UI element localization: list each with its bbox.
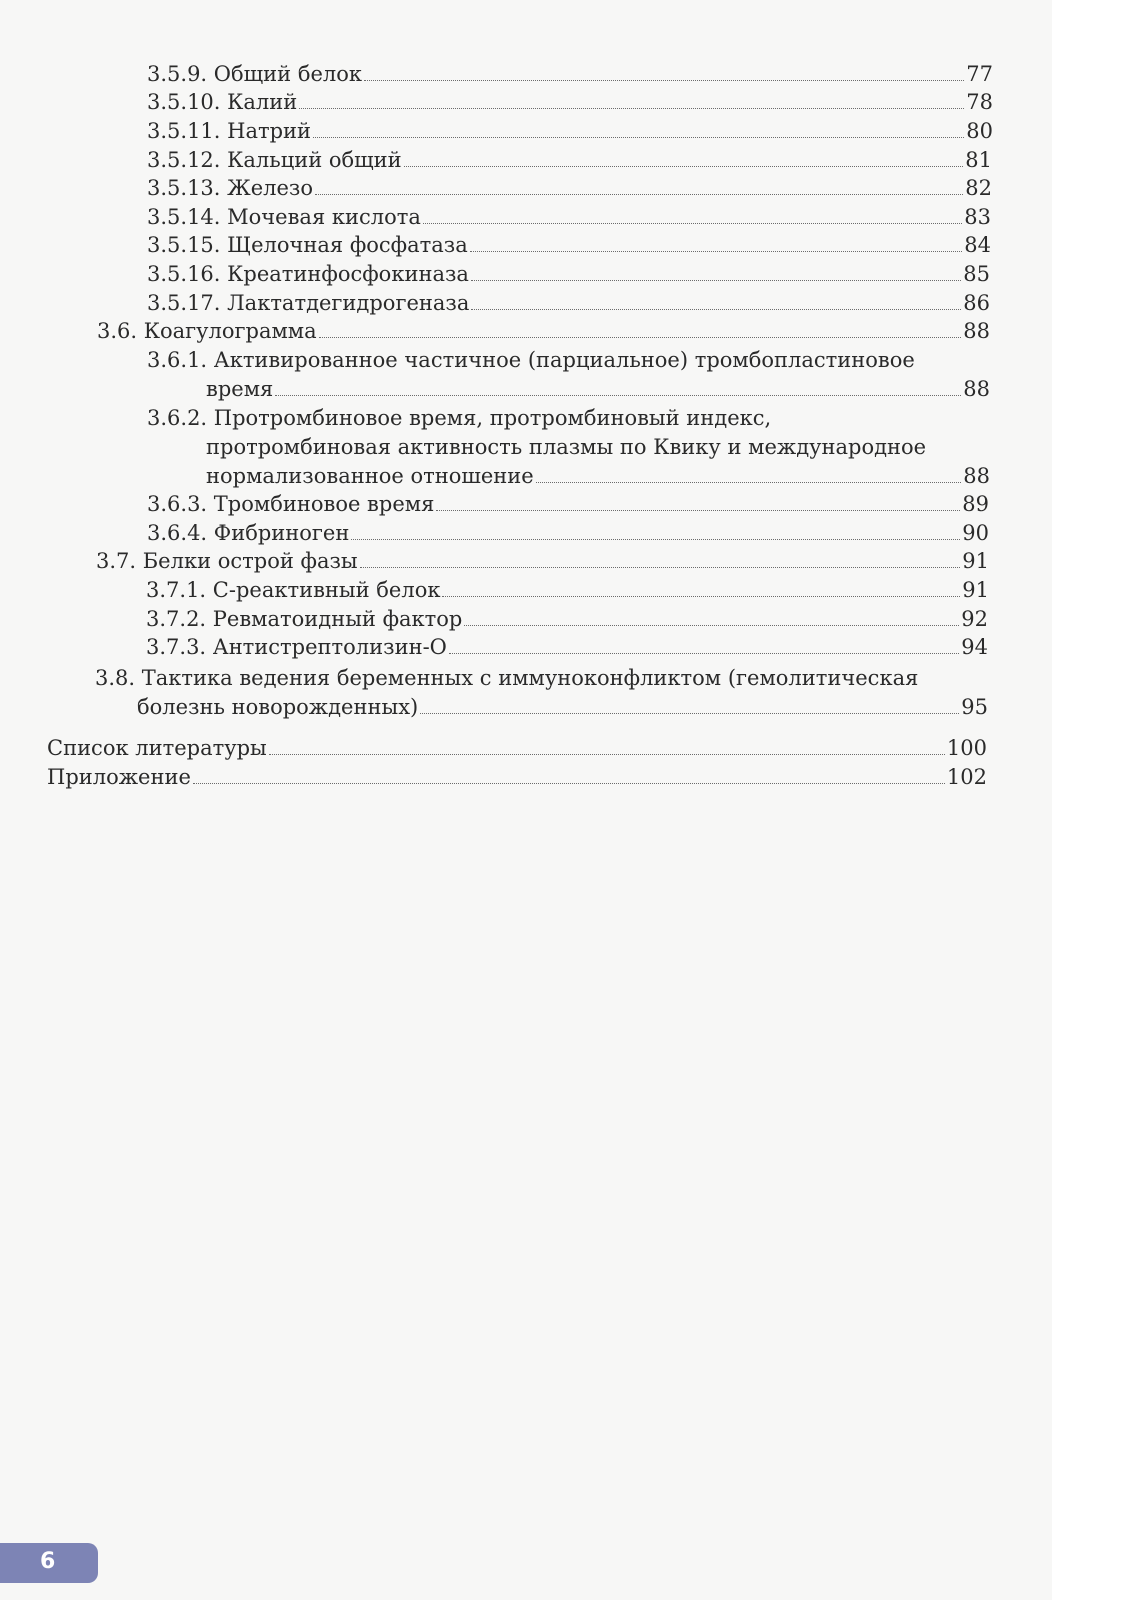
toc-page-number: 91	[962, 578, 989, 602]
page-number-badge	[0, 1543, 98, 1583]
toc-page-number: 90	[962, 521, 989, 545]
toc-page-number: 102	[946, 765, 987, 789]
toc-page-number: 77	[966, 62, 993, 86]
toc-entry-title: 3.5.16. Креатинфосфокиназа	[147, 262, 469, 286]
toc-page-number: 95	[961, 695, 988, 719]
dot-leader	[471, 280, 961, 281]
dot-leader	[423, 223, 962, 224]
toc-page-number: 91	[962, 549, 989, 573]
dot-leader	[364, 80, 964, 81]
toc-entry-title: 3.7.2. Ревматоидный фактор	[146, 607, 463, 631]
toc-page-number: 82	[965, 176, 992, 200]
toc-entry-title: Список литературы	[47, 736, 267, 760]
dot-leader	[471, 309, 961, 310]
toc-entry-title-continued: протромбиновая активность плазмы по Квику и международное	[206, 435, 927, 459]
dot-leader	[269, 754, 945, 755]
dot-leader	[436, 510, 960, 511]
dot-leader	[275, 395, 961, 396]
toc-page-number: 78	[966, 90, 993, 114]
dot-leader	[536, 482, 962, 483]
toc-entry-title: 3.5.14. Мочевая кислота	[147, 205, 421, 229]
page-number: 6	[40, 1549, 56, 1574]
toc-page-number: 83	[964, 205, 991, 229]
table-of-contents	[0, 60, 1132, 820]
toc-entry-title: 3.6.3. Тромбиновое время	[147, 492, 435, 516]
dot-leader	[319, 337, 962, 338]
dot-leader	[470, 251, 963, 252]
dot-leader	[449, 653, 959, 654]
toc-entry-title: 3.5.11. Натрий	[147, 119, 312, 143]
toc-entry-title: 3.6. Коагулограмма	[97, 319, 317, 343]
toc-page-number: 92	[961, 607, 988, 631]
toc-entry-title: 3.5.10. Калий	[147, 90, 298, 114]
toc-page-number: 80	[966, 119, 993, 143]
toc-page-number: 89	[962, 492, 989, 516]
toc-entry-title: 3.7.3. Антистрептолизин-О	[146, 635, 447, 659]
toc-page-number: 88	[963, 464, 990, 488]
toc-entry-title-continued: болезнь новорожденных)	[137, 695, 419, 719]
toc-page-number: 85	[963, 262, 990, 286]
toc-page-number: 84	[964, 233, 991, 257]
dot-leader	[442, 596, 960, 597]
toc-entry-title: 3.8. Тактика ведения беременных с иммуноконфликтом (гемолитическая	[95, 666, 919, 690]
dot-leader	[464, 625, 959, 626]
dot-leader	[299, 108, 964, 109]
dot-leader	[313, 137, 964, 138]
dot-leader	[193, 783, 945, 784]
toc-entry[interactable]	[147, 404, 990, 490]
toc-entry-title: 3.5.12. Кальций общий	[147, 148, 402, 172]
dot-leader	[315, 194, 963, 195]
toc-entry[interactable]	[95, 664, 988, 722]
toc-page-number: 100	[946, 736, 987, 760]
toc-entry-title: 3.7. Белки острой фазы	[96, 549, 358, 573]
dot-leader	[404, 166, 964, 167]
dot-leader	[351, 539, 960, 540]
toc-entry[interactable]	[147, 346, 990, 404]
toc-entry-title: 3.6.2. Протромбиновое время, протромбиновый индекс,	[147, 406, 772, 430]
toc-entry-title: Приложение	[47, 765, 191, 789]
dot-leader	[420, 713, 959, 714]
toc-entry-title: 3.5.17. Лактатдегидрогеназа	[147, 291, 470, 315]
toc-entry-title-continued: нормализованное отношение	[206, 464, 534, 488]
toc-entry-title: 3.5.13. Железо	[147, 176, 314, 200]
toc-entry-title: 3.7.1. С-реактивный белок	[146, 578, 441, 602]
dot-leader	[360, 567, 961, 568]
toc-entry-title: 3.5.9. Общий белок	[147, 62, 363, 86]
toc-page-number: 86	[963, 291, 990, 315]
toc-page-number: 88	[963, 377, 990, 401]
toc-entry-title: 3.5.15. Щелочная фосфатаза	[147, 233, 468, 257]
toc-page-number: 94	[961, 635, 988, 659]
toc-page-number: 81	[965, 148, 992, 172]
toc-entry-title: 3.6.1. Активированное частичное (парциальное) тромбопластиновое	[147, 348, 915, 372]
toc-entry-title-continued: время	[206, 377, 274, 401]
toc-entry-title: 3.6.4. Фибриноген	[147, 521, 350, 545]
toc-page-number: 88	[963, 319, 990, 343]
